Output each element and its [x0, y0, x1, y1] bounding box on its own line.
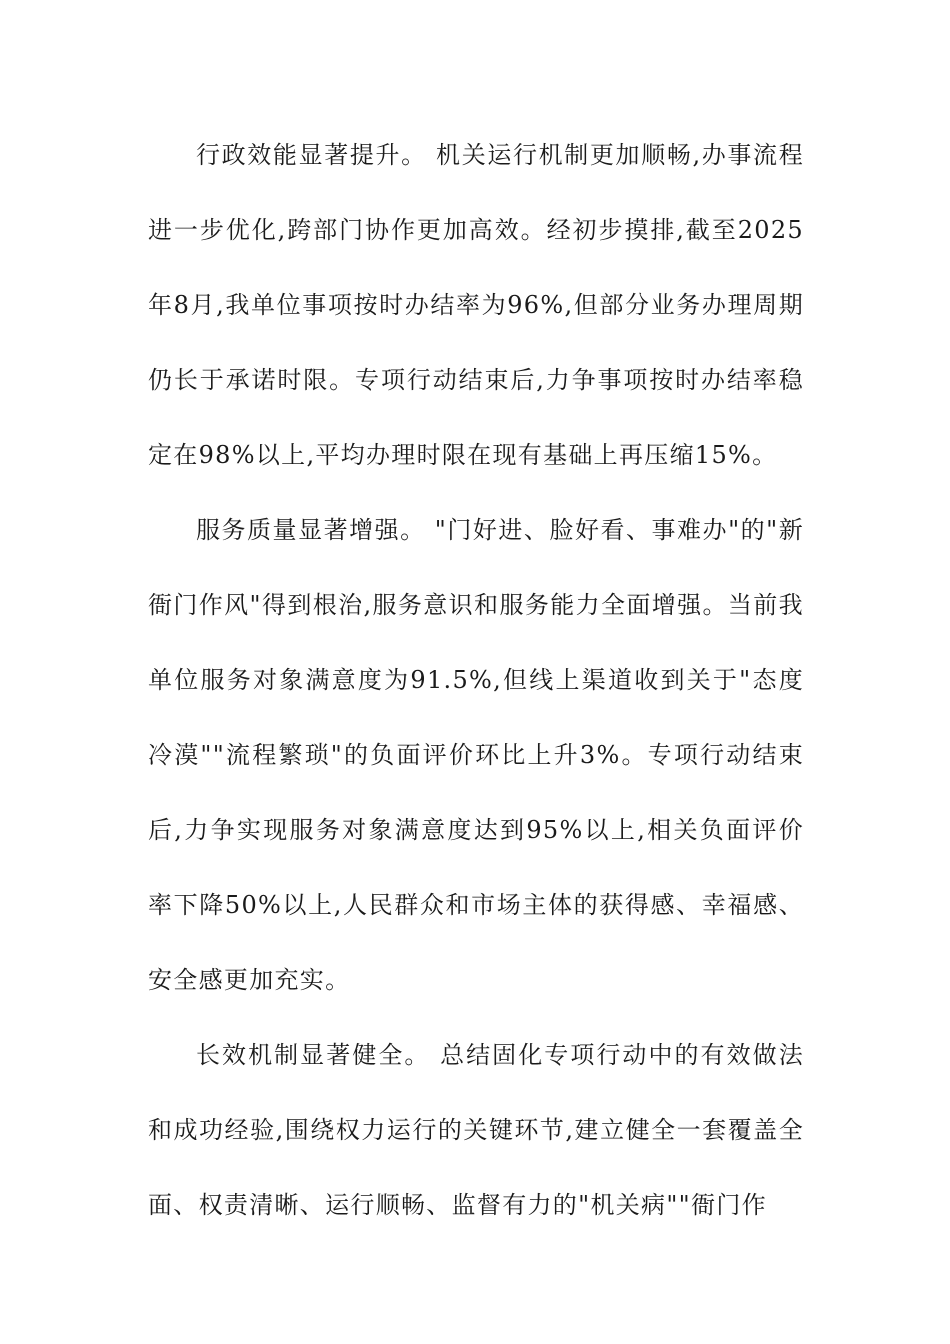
document-body — [148, 118, 804, 1243]
paragraph-administrative-efficiency: 行政效能显著提升。 机关运行机制更加顺畅,办事流程进一步优化,跨部门协作更加高效。经初步摸排,截至2025年8月,我单位事项按时办结率为96%,但部分业务办理周期仍长于承诺时限。专项行动结束后,力争事项按时办结率稳定在98%以上,平均办理时限在现有基础上再压缩15%。 — [148, 141, 804, 469]
paragraph-long-term-mechanism: 长效机制显著健全。 总结固化专项行动中的有效做法和成功经验,围绕权力运行的关键环节,建立健全一套覆盖全面、权责清晰、运行顺畅、监督有力的"机关病""衙门作 — [148, 1041, 804, 1219]
paragraph-service-quality: 服务质量显著增强。 "门好进、脸好看、事难办"的"新衙门作风"得到根治,服务意识和服务能力全面增强。当前我单位服务对象满意度为91.5%,但线上渠道收到关于"态度冷漠""流程繁琐"的负面评价环比上升3%。专项行动结束后,力争实现服务对象满意度达到95%以上,相关负面评价率下降50%以上,人民群众和市场主体的获得感、幸福感、安全感更加充实。 — [148, 516, 804, 994]
